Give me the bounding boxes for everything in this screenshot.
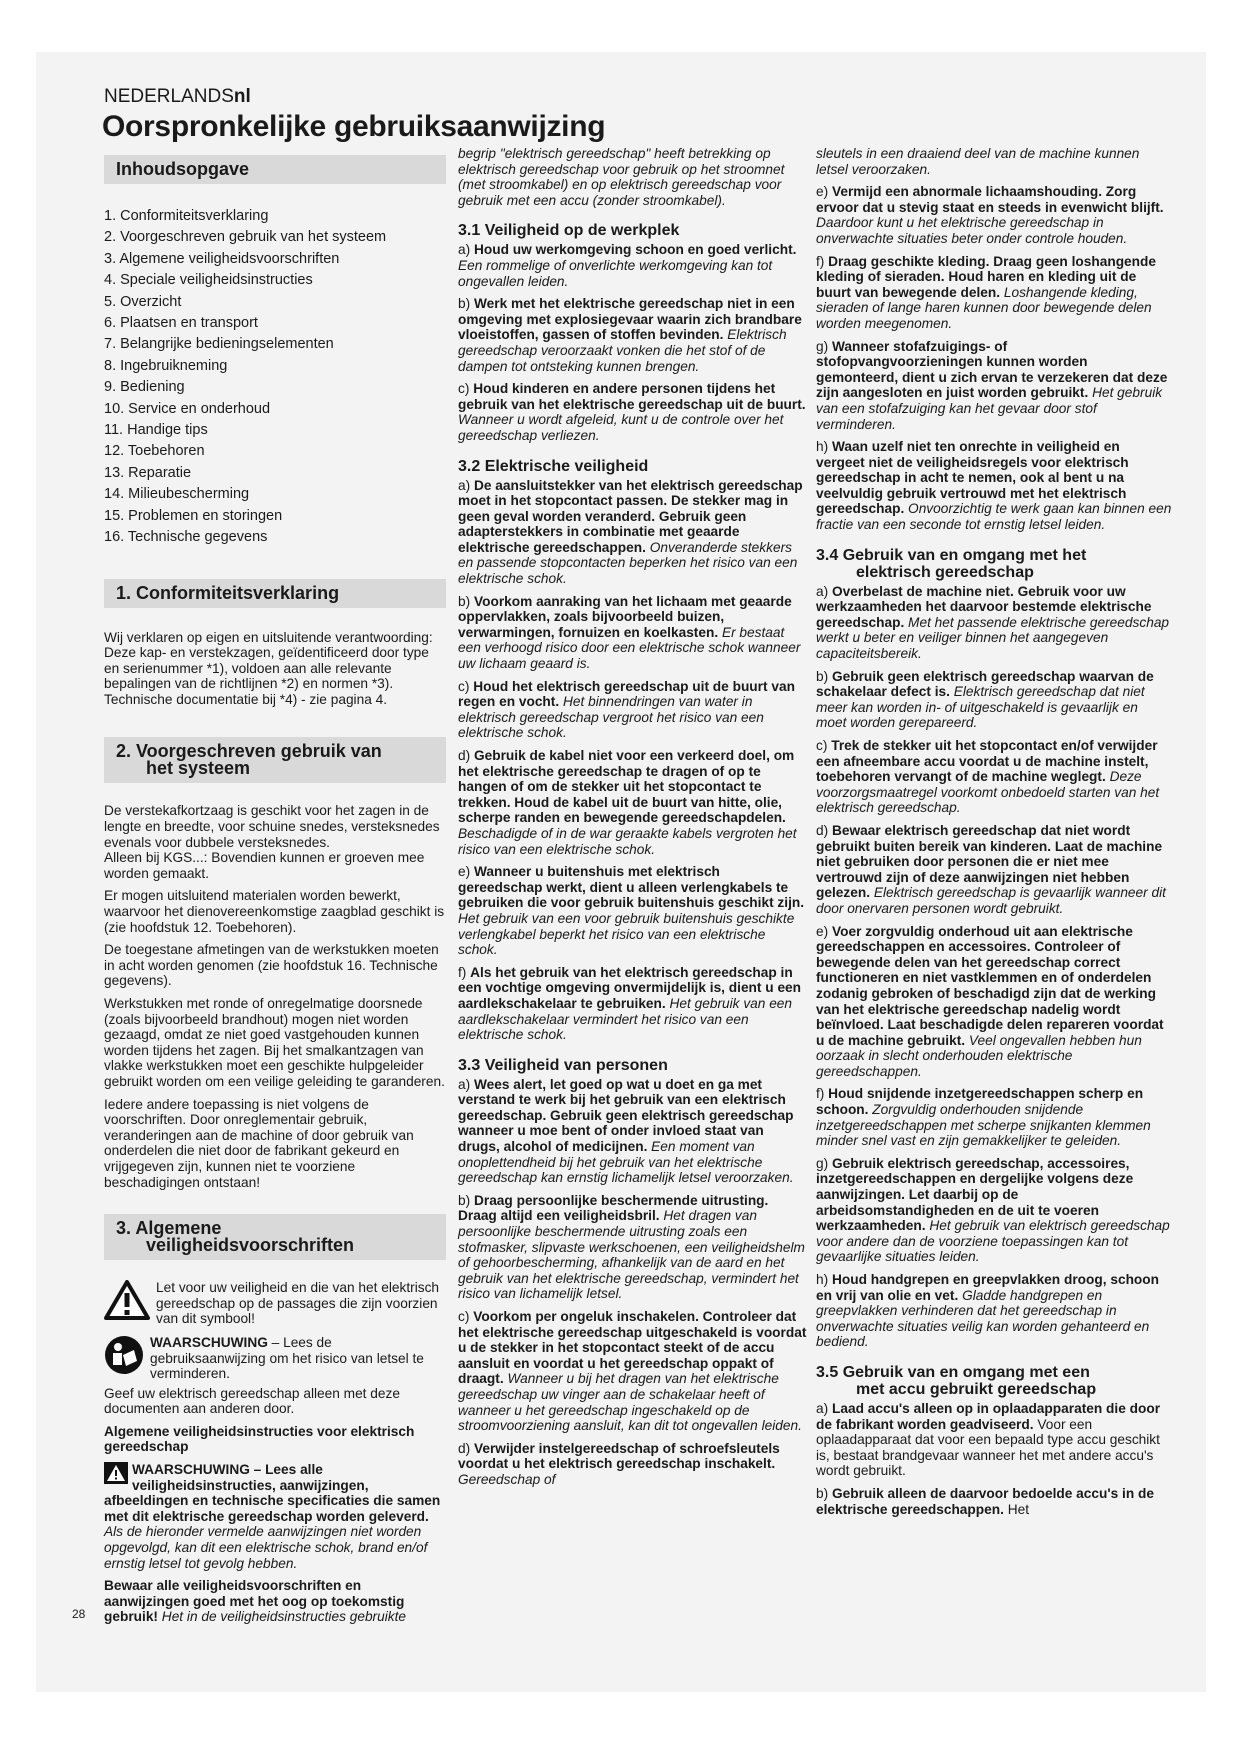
toc-item: 7. Belangrijke bedieningselementen [104, 336, 334, 353]
warning-symbol-note: Let voor uw veiligheid en die van het elektrisch gereedschap op de passages die zijn voorzien van dit symbool! [104, 1280, 446, 1327]
toc-item: 14. Milieubescherming [104, 486, 250, 503]
heading-3-1: 3.1 Veiligheid op de werkplek [458, 222, 680, 240]
toc-item: 13. Reparatie [104, 464, 192, 481]
section-3-heading: 3. Algemene veiligheidsvoorschriften [104, 1214, 446, 1260]
rule-3-3-h: h) Waan uzelf niet ten onrechte in veiligheid en vergeet niet de veiligheidsregels voor elektrisch gereedschap in acht te nemen, ook al bent u na veelvuldig gebruik vertrouwd met het elektrisch gereedschap. Onvoorzichtig te werk gaan kan binnen een fractie van een seconde tot ernstig letsel leiden. [816, 439, 1172, 533]
heading-3-3: 3.3 Veiligheid van personen [458, 1056, 668, 1074]
toc-list [104, 206, 446, 549]
toc-item: 10. Service en onderhoud [104, 400, 271, 417]
heading-3-2: 3.2 Elektrische veiligheid [458, 457, 649, 475]
toc-item: 9. Bediening [104, 379, 185, 396]
rule-3-2-c: c) Houd het elektrisch gereedschap uit de buurt van regen en vocht. Het binnendringen van water in elektrisch gereedschap vergroot het risico van een elektrische schok. [458, 678, 795, 741]
rule-3-4-b: b) Gebruik geen elektrisch gereedschap waarvan de schakelaar defect is. Elektrisch gereedschap dat niet meer kan worden in- of uitgeschakeld is gevaarlijk en moet worden gerepareerd. [816, 668, 1154, 731]
intro-text: sleutels in een draaiend deel van de machine kunnen letsel veroorzaken. [816, 146, 1140, 177]
rule-3-2-b: b) Voorkom aanraking van het lichaam met geaarde oppervlakken, zoals bijvoorbeeld buizen, verwarmingen, fornuizen en koelkasten. Er bestaat een verhoogd risico door een elektrische schok wanneer uw lichaam geaard is. [458, 593, 801, 672]
rule-3-2-a: a) De aansluitstekker van het elektrisch gereedschap moet in het stopcontact passen. De stekker mag in geen geval worden veranderd. Gebruik geen adapterstekkers in combinatie met geaarde elektrische gereedschappen. Onveranderde stekkers en passende stopcontacten beperken het risico van een elektrische schok. [458, 477, 803, 587]
rule-3-3-f: f) Draag geschikte kleding. Draag geen loshangende kleding of sieraden. Houd haren en kleding uit de buurt van bewegende delen. Loshangende kleding, sieraden of lange haren kunnen door bewegende delen worden meegenomen. [816, 253, 1157, 331]
section-2-para: Werkstukken met ronde of onregelmatige doorsnede (zoals bijvoorbeeld brandhout) mogen niet worden gezaagd, omdat ze niet goed vastgehouden kunnen worden tijdens het zagen. Bij het smalkantzagen van vlakke werkstukken moet een geschikte hulpgeleider gebruikt worden om een veilige geleiding te garanderen. [104, 996, 445, 1089]
toc-item: 6. Plaatsen en transport [104, 315, 258, 332]
general-safety-heading: Algemene veiligheidsinstructies voor elektrisch gereedschap [104, 1423, 415, 1455]
toc-item: 4. Speciale veiligheidsinstructies [104, 272, 313, 289]
heading-3-4: 3.4 Gebruik van en omgang met het elektrisch gereedschap [816, 546, 1087, 581]
read-manual-icon [104, 1335, 144, 1375]
rule-3-3-g: g) Wanneer stofafzuigings- of stofopvangvoorzieningen kunnen worden gemonteerd, dient u zich ervan te verzekeren dat deze zijn aangesloten en juist worden gebruikt. Het gebruik van een stofafzuiging kan het gevaar door stof verminderen. [816, 338, 1168, 432]
column-1 [104, 155, 446, 1632]
rule-3-2-d: d) Gebruik de kabel niet voor een verkeerd doel, om het elektrische gereedschap te dragen of op te hangen of om de stekker uit het stopcontact te trekken. Houd de kabel uit de buurt van hitte, olie, scherpe randen en bewegende gereedschapdelen. Beschadigde of in de war geraakte kabels vergroten het risico van een elektrische schok. [458, 748, 797, 857]
give-documents-text: Geef uw elektrisch gereedschap alleen met deze documenten aan anderen door. [104, 1385, 400, 1417]
rule-3-4-a: a) Overbelast de machine niet. Gebruik voor uw werkzaamheden het daarvoor bestemde elektrische gereedschap. Met het passende elektrische gereedschap werkt u beter en veiliger binnen het aangegeven capaciteitsbereik. [816, 583, 1170, 662]
section-2-para: Alleen bij KGS...: Bovendien kunnen er groeven mee worden gemaakt. [104, 850, 425, 881]
rule-3-1-b: b) Werk met het elektrische gereedschap niet in een omgeving met explosiegevaar waarin zich brandbare vloeistoffen, gassen of stoffen bevinden. Elektrisch gereedschap veroorzaakt vonken die het stof of de dampen tot ontsteking kunnen brengen. [458, 296, 802, 374]
heading-3-5: 3.5 Gebruik van en omgang met een met accu gebruikt gereedschap [816, 1363, 1097, 1398]
warning-read-all: WAARSCHUWING – Lees alle veiligheidsinstructies, aanwijzingen, afbeeldingen en technische specificaties die samen met dit elektrische gereedschap worden geleverd. Als de hieronder vermelde aanwijzingen niet worden opgevolgd, kan dit een elektrische schok, brand en/of ernstig letsel tot gevolg hebben. [104, 1462, 441, 1571]
toc-item: 12. Toebehoren [104, 443, 205, 460]
rule-3-4-e: e) Voer zorgvuldig onderhoud uit aan elektrische gereedschappen en accessoires. Controleer of bewegende delen van het gereedschap correct functioneren en niet vastklemmen en of onderdelen zodanig gebroken of beschadigd zijn dat de werking van het elektrische gereedschap nadelig wordt beïnvloed. Laat beschadigde delen repareren voordat u de machine gebruikt. Veel ongevallen hebben hun oorzaak in slecht onderhouden elektrische gereedschappen. [816, 923, 1164, 1079]
warning-triangle-icon [104, 1280, 150, 1320]
rule-3-3-d: d) Verwijder instelgereedschap of schroefsleutels voordat u het elektrisch gereedschap inschakelt. Gereedschap of [458, 1440, 780, 1487]
column-3 [816, 146, 1172, 1524]
toc-item: 15. Problemen en storingen [104, 507, 283, 524]
rule-3-4-f: f) Houd snijdende inzetgereedschappen scherp en schoon. Zorgvuldig onderhouden snijdende inzetgereedschappen met scherpe snijkanten klemmen minder snel vast en zijn gemakkelijker te geleiden. [816, 1086, 1151, 1149]
warning-triangle-small-icon [104, 1462, 128, 1484]
section-2-heading: 2. Voorgeschreven gebruik van het systeem [104, 737, 446, 783]
toc-item: 3. Algemene veiligheidsvoorschriften [104, 250, 340, 267]
rule-3-4-c: c) Trek de stekker uit het stopcontact en/of verwijder een afneembare accu voordat u de machine instelt, toebehoren vervangt of de machine weglegt. Deze voorzorgsmaatregel voorkomt onbedoeld starten van het elektrisch gereedschap. [816, 738, 1160, 816]
rule-3-3-a: a) Wees alert, let goed op wat u doet en ga met verstand te werk bij het gebruik van een elektrisch gereedschap. Gebruik geen elektrisch gereedschap wanneer u moe bent of onder invloed staat van drugs, alcohol of medicijnen. Een moment van onoplettendheid bij het gebruik van het elektrische gereedschap kan ernstig lichamelijk letsel veroorzaken. [458, 1076, 794, 1186]
section-2-para: Iedere andere toepassing is niet volgens de voorschriften. Door onreglementair gebruik, veranderingen aan de machine of door gebruik van onderdelen die niet door de fabrikant gekeurd en vrijgegeven zijn, kunnen niet te voorziene beschadigingen ontstaan! [104, 1096, 414, 1190]
rule-3-3-c: c) Voorkom per ongeluk inschakelen. Controleer dat het elektrische gereedschap uitgeschakeld is voordat u de stekker in het stopcontact steekt of de accu aansluit en voordat u het gereedschap oppakt of draagt. Wanneer u bij het dragen van het elektrische gereedschap uw vinger aan de schakelaar heeft of wanneer u het gereedschap ingeschakeld op de stroomvoorziening aansluit, kan dit tot ongevallen leiden. [458, 1309, 807, 1434]
rule-3-4-g: g) Gebruik elektrisch gereedschap, accessoires, inzetgereedschappen en dergelijke volgens deze aanwijzingen. Let daarbij op de arbeidsomstandigheden en de uit te voeren werkzaamheden. Het gebruik van elektrisch gereedschap voor andere dan de voorziene toepassingen kan tot gevaarlijke situaties leiden. [816, 1155, 1170, 1265]
rule-3-1-a: a) Houd uw werkomgeving schoon en goed verlicht. Een rommelige of onverlichte werkomgeving kan tot ongevallen leiden. [458, 242, 797, 289]
section-1-heading: 1. Conformiteitsverklaring [104, 579, 446, 608]
rule-3-4-h: h) Houd handgrepen en greepvlakken droog, schoon en vrij van olie en vet. Gladde handgrepen en greepvlakken verhinderen dat het gereedschap in onverwachte situaties veilig kan worden gehanteerd en bediend. [816, 1272, 1160, 1350]
language-label: NEDERLANDSnl [104, 86, 251, 107]
section-2-para: De toegestane afmetingen van de werkstukken moeten in acht worden genomen (zie hoofdstuk 16. Technische gegevens). [104, 942, 439, 989]
rule-3-3-e: e) Vermijd een abnormale lichaamshouding. Zorg ervoor dat u stevig staat en steeds in evenwicht blijft. Daardoor kunt u het elektrische gereedschap in onverwachte situaties beter onder controle houden. [816, 184, 1164, 246]
rule-3-5-b: b) Gebruik alleen de daarvoor bedoelde accu's in de elektrische gereedschappen. Het [816, 1485, 1154, 1517]
keep-instructions-text: Bewaar alle veiligheidsvoorschriften en aanwijzingen goed met het oog op toekomstig gebruik! Het in de veiligheidsinstructies gebruikte [104, 1578, 407, 1625]
section-1-text: Wij verklaren op eigen en uitsluitende verantwoording: Deze kap- en verstekzagen, geïdentificeerd door type en serienummer *1), voldoen aan alle relevante bepalingen van de richtlijnen *2) en normen *3). Technische documentatie bij *4) - zie pagina 4. [104, 629, 433, 707]
toc-item: 2. Voorgeschreven gebruik van het systeem [104, 229, 387, 246]
rule-3-2-e: e) Wanneer u buitenshuis met elektrisch gereedschap werkt, dient u alleen verlengkabels te gebruiken die voor gebruik buitenshuis geschikt zijn. Het gebruik van een voor gebruik buitenshuis geschikte verlengkabel beperkt het risico van een elektrische schok. [458, 864, 805, 958]
column-2 [458, 146, 808, 1495]
rule-3-2-f: f) Als het gebruik van het elektrisch gereedschap in een vochtige omgeving onvermijdelijk is, dient u een aardlekschakelaar te gebruiken. Het gebruik van een aardlekschakelaar vermindert het risico van een elektrische schok. [458, 964, 802, 1043]
page-title: Oorspronkelijke gebruiksaanwijzing [102, 110, 606, 143]
rule-3-3-b: b) Draag persoonlijke beschermende uitrusting. Draag altijd een veiligheidsbril. Het dragen van persoonlijke beschermende uitrusting zoals een stofmasker, slipvaste werkschoenen, een veiligheidshelm of gehoorbescherming, afhankelijk van de aard en het gebruik van het elektrische gereedschap, vermindert het risico van lichamelijk letsel. [458, 1192, 805, 1302]
intro-text: begrip "elektrisch gereedschap" heeft betrekking op elektrisch gereedschap voor gebruik op het stroomnet (met stroomkabel) en op elektrisch gereedschap voor gebruik met een accu (zonder stroomkabel). [458, 146, 785, 208]
section-2-para: De verstekafkortzaag is geschikt voor het zagen in de lengte en breedte, voor schuine snedes, versteksnedes evenals voor dubbele versteksnedes. [104, 803, 440, 850]
rule-3-1-c: c) Houd kinderen en andere personen tijdens het gebruik van het elektrische gereedschap uit de buurt. Wanneer u wordt afgeleid, kunt u de controle over het gereedschap verliezen. [458, 381, 806, 443]
toc-item: 11. Handige tips [104, 422, 208, 439]
section-2-para: Er mogen uitsluitend materialen worden bewerkt, waarvoor het dienovereenkomstige zaagblad geschikt is (zie hoofdstuk 12. Toebehoren). [104, 888, 445, 935]
toc-item: 16. Technische gegevens [104, 529, 268, 546]
rule-3-5-a: a) Laad accu's alleen op in oplaadapparaten die door de fabrikant worden geadviseerd. Voor een oplaadapparaat dat voor een bepaald type accu geschikt is, bestaat brandgevaar wanneer het met andere accu's wordt gebruikt. [816, 1400, 1161, 1479]
rule-3-4-d: d) Bewaar elektrisch gereedschap dat niet wordt gebruikt buiten bereik van kinderen. Laat de machine niet gebruiken door personen die er niet mee vertrouwd zijn of deze aanwijzingen niet hebben gelezen. Elektrisch gereedschap is gevaarlijk wanneer dit door onervaren personen wordt gebruikt. [816, 822, 1166, 916]
toc-heading: Inhoudsopgave [104, 155, 446, 184]
toc-item: 5. Overzicht [104, 293, 182, 310]
toc-item: 1. Conformiteitsverklaring [104, 208, 269, 224]
toc-item: 8. Ingebruikneming [104, 357, 228, 374]
read-manual-warning: WAARSCHUWING – Lees de gebruiksaanwijzing om het risico van letsel te verminderen. [104, 1335, 446, 1382]
page-number: 28 [72, 1607, 86, 1621]
